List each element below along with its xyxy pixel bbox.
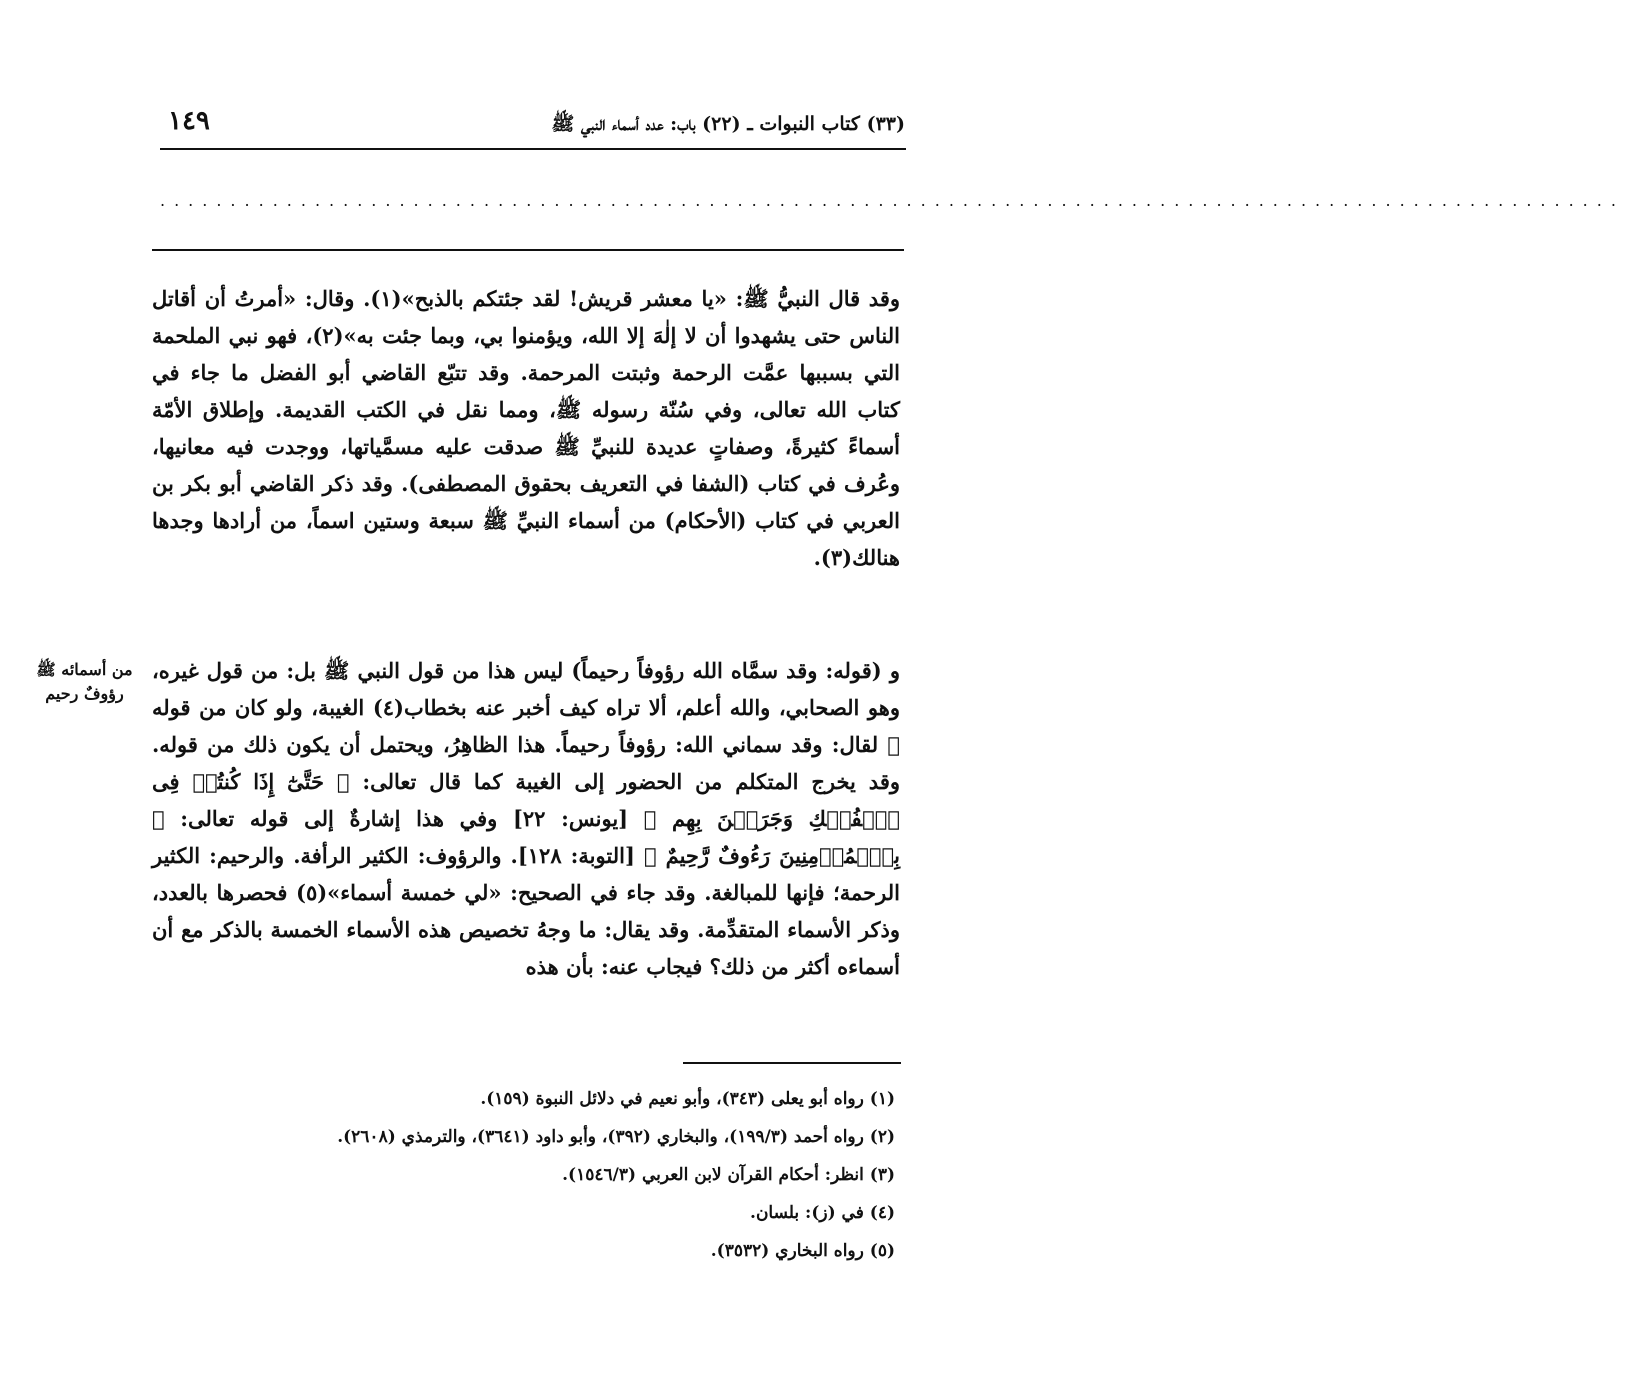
footnote-2: (٢) رواه أحمد (١٩٩/٣)، والبخاري (٣٩٢)، وأبو داود (٣٦٤١)، والترمذي (٢٦٠٨). xyxy=(337,1127,895,1147)
footnote-1: (١) رواه أبو يعلى (٣٤٣)، وأبو نعيم في دلائل النبوة (١٥٩). xyxy=(480,1089,895,1109)
page-number: ١٤٩ xyxy=(168,106,210,136)
header-rule xyxy=(160,148,906,150)
body-paragraph-2 xyxy=(152,652,900,985)
body-paragraph-1 xyxy=(152,280,900,576)
footnote-4: (٤) في (ز): بلسان. xyxy=(750,1203,895,1223)
footnote-3: (٣) انظر: أحكام القرآن لابن العربي (١٥٤٦/٣). xyxy=(562,1165,895,1185)
paragraph-text: و (قوله: وقد سمَّاه الله رؤوفاً رحيماً) ليس هذا من قول النبي ﷺ بل: من قول غيره، وهو الصحابي، والله أعلم، ألا تراه كيف أخبر عنه بخطاب(٤) الغيبة، ولو كان من قوله ﷺ لقال: وقد سماني الله: رؤوفاً رحيماً. هذا الظاهِرُ، ويحتمل أن يكون ذلك من قوله. وقد يخرج المتكلم من الحضور إلى الغيبة كما قال تعالى: ﴿ حَتَّىٰٓ إِذَا كُنتُمۡ فِى ٱلۡفُلۡكِ وَجَرَيۡنَ بِهِم ﴾ [يونس: ٢٢] وفي هذا إشارةٌ إلى قوله تعالى: ﴿ بِٱلۡمُؤۡمِنِينَ رَءُوفٌ رَّحِيمٌ ﴾ [التوبة: ١٢٨]. والرؤوف: الكثير الرأفة. والرحيم: الكثير الرحمة؛ فإنها للمبالغة. وقد جاء في الصحيح: «لي خمسة أسماء»(٥) فحصرها بالعدد، وذكر الأسماء المتقدِّمة. وقد يقال: ما وجهُ تخصيص هذه الأسماء الخمسة بالذكر مع أن أسماءه أكثر من ذلك؟ فيجاب عنه: بأن هذه xyxy=(152,658,900,979)
running-header xyxy=(160,100,905,146)
header-title: (٣٣) كتاب النبوات ـ (٢٢) باب: عدد أسماء النبي ﷺ xyxy=(551,113,905,135)
paragraph-text: وقد قال النبيُّ ﷺ: «يا معشر قريش! لقد جئتكم بالذبح»(١). وقال: «أمرتُ أن أقاتل الناس حتى يشهدوا أن لا إلٰهَ إلا الله، ويؤمنوا بي، وبما جئت به»(٢)، فهو نبي الملحمة التي بسببها عمَّت الرحمة وثبتت المرحمة. وقد تتبّع القاضي أبو الفضل ما جاء في كتاب الله تعالى، وفي سُنّة رسوله ﷺ، ومما نقل في الكتب القديمة. وإطلاق الأمّة أسماءً كثيرةً، وصفاتٍ عديدة للنبيِّ ﷺ صدقت عليه مسمَّياتها، ووجدت فيه معانيها، وعُرف في كتاب (الشفا في التعريف بحقوق المصطفى). وقد ذكر القاضي أبو بكر بن العربي في كتاب (الأحكام) من أسماء النبيِّ ﷺ سبعة وستين اسماً، من أرادها وجدها هنالك(٣). xyxy=(152,286,901,570)
margin-note: من أسمائه ﷺ رؤوفٌ رحيم xyxy=(36,660,133,703)
section-rule xyxy=(152,249,904,251)
footnote-rule xyxy=(683,1062,901,1064)
footnotes xyxy=(150,1080,895,1270)
footnote-5: (٥) رواه البخاري (٣٥٣٢). xyxy=(710,1241,895,1261)
dotted-separator: ........................................................................................................ xyxy=(160,191,1625,210)
